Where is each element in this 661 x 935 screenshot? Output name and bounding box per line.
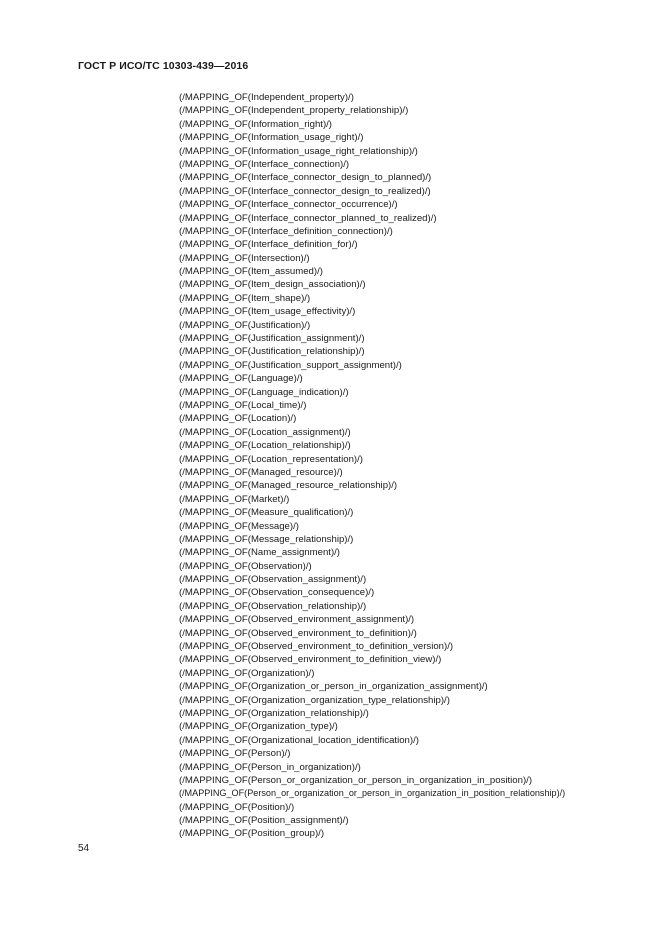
mapping-line: (/MAPPING_OF(Location_assignment)/) (179, 426, 351, 438)
mapping-line: (/MAPPING_OF(Interface_definition_connection)/) (179, 225, 393, 237)
mapping-line: (/MAPPING_OF(Justification_relationship)/) (179, 346, 365, 358)
mapping-line: (/MAPPING_OF(Person_in_organization)/) (179, 761, 361, 773)
mapping-line: (/MAPPING_OF(Location_relationship)/) (179, 440, 351, 452)
mapping-line: (/MAPPING_OF(Interface_connection)/) (179, 158, 350, 170)
mapping-line: (/MAPPING_OF(Location_representation)/) (179, 453, 363, 465)
mapping-line: (/MAPPING_OF(Language)/) (179, 373, 303, 385)
mapping-line: (/MAPPING_OF(Justification_support_assignment)/) (179, 359, 402, 371)
mapping-line: (/MAPPING_OF(Person)/) (179, 748, 291, 760)
mapping-line: (/MAPPING_OF(Item_usage_effectivity)/) (179, 306, 356, 318)
mapping-line: (/MAPPING_OF(Interface_connector_occurrence)/) (179, 199, 398, 211)
document-header: ГОСТ Р ИСО/ТС 10303-439—2016 (78, 60, 249, 72)
mapping-line: (/MAPPING_OF(Observation)/) (179, 560, 312, 572)
mapping-line: (/MAPPING_OF(Language_indication)/) (179, 386, 349, 398)
mapping-line: (/MAPPING_OF(Information_usage_right)/) (179, 132, 364, 144)
mapping-line: (/MAPPING_OF(Position_assignment)/) (179, 815, 349, 827)
mapping-line: (/MAPPING_OF(Market)/) (179, 493, 290, 505)
mapping-line: (/MAPPING_OF(Name_assignment)/) (179, 547, 340, 559)
mapping-line: (/MAPPING_OF(Item_shape)/) (179, 292, 311, 304)
mapping-line: (/MAPPING_OF(Observed_environment_to_definition_version)/) (179, 641, 454, 653)
page-number: 54 (78, 843, 90, 854)
mapping-line: (/MAPPING_OF(Interface_connector_planned_to_realized)/) (179, 212, 437, 224)
mapping-line: (/MAPPING_OF(Position)/) (179, 801, 295, 813)
mapping-line: (/MAPPING_OF(Organization_organization_type_relationship)/) (179, 694, 450, 706)
mapping-line: (/MAPPING_OF(Person_or_organization_or_person_in_organization_in_position)/) (179, 774, 533, 786)
mapping-line: (/MAPPING_OF(Justification)/) (179, 319, 311, 331)
mapping-line: (/MAPPING_OF(Position_group)/) (179, 828, 325, 840)
mapping-line: (/MAPPING_OF(Managed_resource)/) (179, 466, 343, 478)
mapping-line: (/MAPPING_OF(Observation_relationship)/) (179, 600, 367, 612)
mapping-line: (/MAPPING_OF(Interface_connector_design_to_realized)/) (179, 185, 431, 197)
mapping-line: (/MAPPING_OF(Independent_property_relationship)/) (179, 105, 409, 117)
mapping-line: (/MAPPING_OF(Organization)/) (179, 667, 315, 679)
mapping-line: (/MAPPING_OF(Item_assumed)/) (179, 266, 323, 278)
mapping-line: (/MAPPING_OF(Observed_environment_to_definition)/) (179, 627, 417, 639)
mapping-line: (/MAPPING_OF(Organization_or_person_in_organization_assignment)/) (179, 681, 488, 693)
mapping-line: (/MAPPING_OF(Information_usage_right_relationship)/) (179, 145, 418, 157)
mapping-list (179, 91, 565, 841)
mapping-line: (/MAPPING_OF(Information_right)/) (179, 118, 333, 130)
mapping-line: (/MAPPING_OF(Interface_connector_design_to_planned)/) (179, 172, 432, 184)
mapping-line: (/MAPPING_OF(Organization_type)/) (179, 721, 338, 733)
mapping-line: (/MAPPING_OF(Message)/) (179, 520, 299, 532)
mapping-line: (/MAPPING_OF(Observed_environment_assignment)/) (179, 614, 415, 626)
mapping-line: (/MAPPING_OF(Location)/) (179, 413, 297, 425)
mapping-line: (/MAPPING_OF(Person_or_organization_or_person_in_organization_in_position_relationship)/) (179, 788, 566, 799)
mapping-line: (/MAPPING_OF(Observation_assignment)/) (179, 574, 367, 586)
mapping-line: (/MAPPING_OF(Intersection)/) (179, 252, 310, 264)
mapping-line: (/MAPPING_OF(Message_relationship)/) (179, 533, 354, 545)
mapping-line: (/MAPPING_OF(Managed_resource_relationship)/) (179, 480, 398, 492)
mapping-line: (/MAPPING_OF(Local_time)/) (179, 399, 307, 411)
mapping-line: (/MAPPING_OF(Item_design_association)/) (179, 279, 366, 291)
mapping-line: (/MAPPING_OF(Observed_environment_to_definition_view)/) (179, 654, 442, 666)
mapping-line: (/MAPPING_OF(Interface_definition_for)/) (179, 239, 358, 251)
mapping-line: (/MAPPING_OF(Independent_property)/) (179, 92, 354, 103)
mapping-line: (/MAPPING_OF(Organization_relationship)/) (179, 707, 369, 719)
mapping-line: (/MAPPING_OF(Observation_consequence)/) (179, 587, 375, 599)
mapping-line: (/MAPPING_OF(Justification_assignment)/) (179, 333, 365, 345)
mapping-line: (/MAPPING_OF(Organizational_location_identification)/) (179, 734, 419, 746)
mapping-line: (/MAPPING_OF(Measure_qualification)/) (179, 507, 354, 519)
